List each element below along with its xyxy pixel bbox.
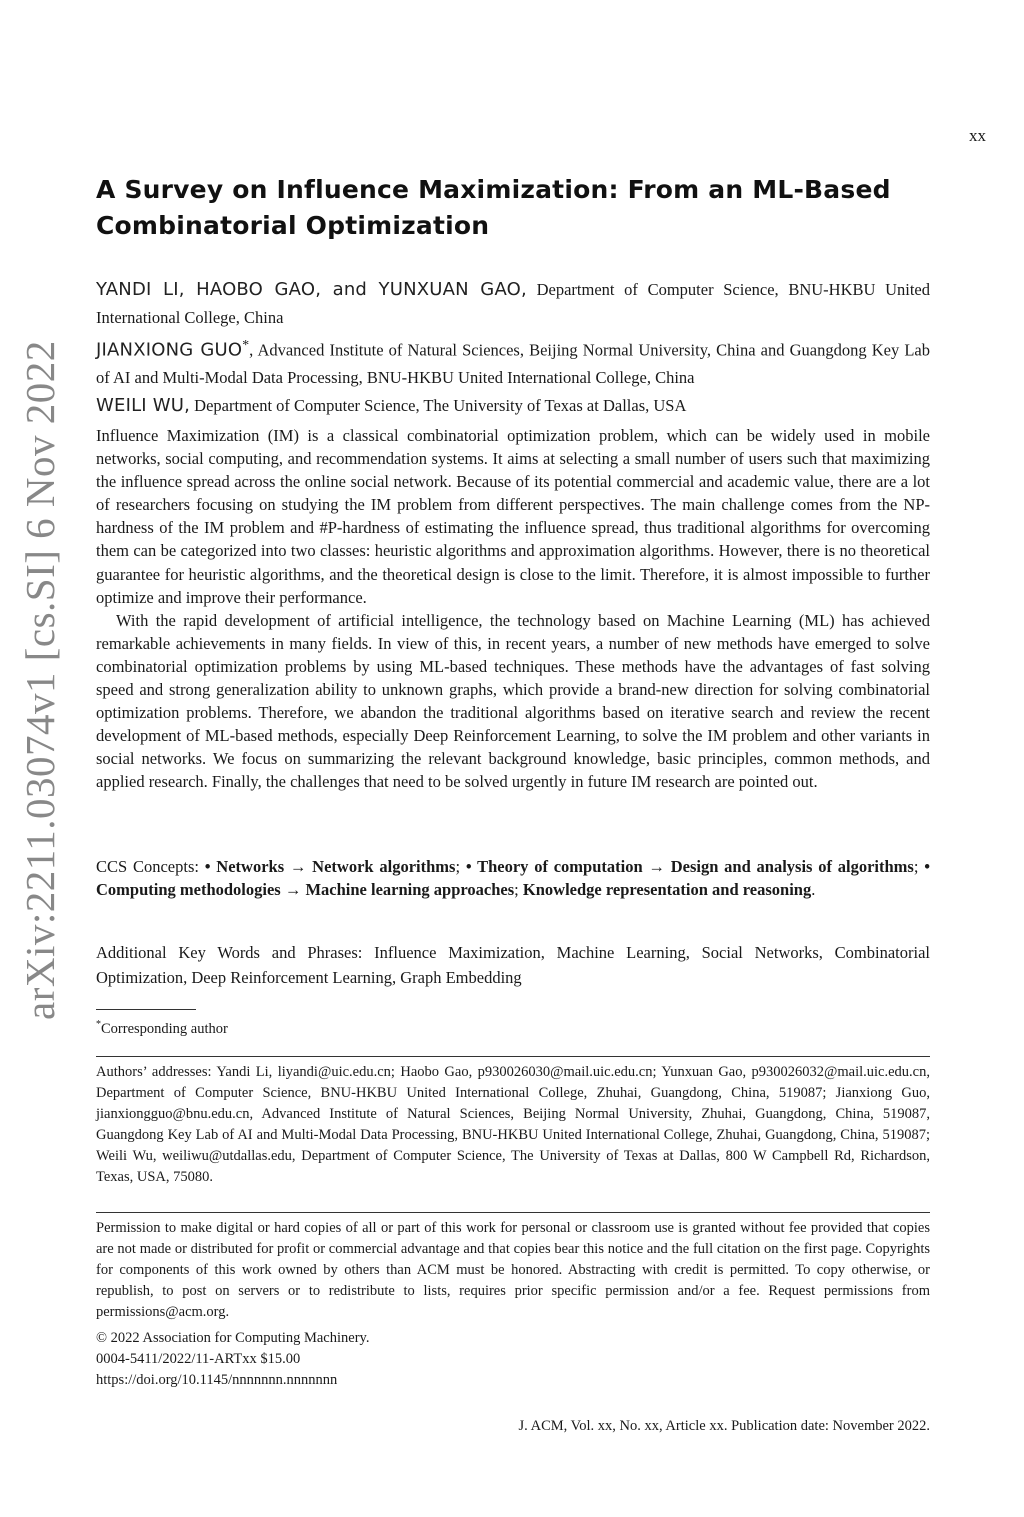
keywords: Additional Key Words and Phrases: Influence Maximization, Machine Learning, Social Networks, Combinatorial Optimization, Deep Reinforcement Learning, Graph Embedding xyxy=(96,943,930,988)
author-affiliation-1: Department of Computer Science, BNU-HKBU United International College, China xyxy=(96,280,931,327)
author-affiliation-2: , Advanced Institute of Natural Sciences, Beijing Normal University, China and Guangdong Key Lab of AI and Multi-Modal Data Processing, BNU-HKBU United International College, China xyxy=(96,340,931,387)
journal-footer: J. ACM, Vol. xx, No. xx, Article xx. Publication date: November 2022. xyxy=(518,1418,930,1434)
author-name-3: WEILI WU, xyxy=(96,394,191,416)
permission-block xyxy=(96,1218,930,1391)
author-affiliation-3: Department of Computer Science, The University of Texas at Dallas, USA xyxy=(190,395,687,415)
ccs-separator-3: ; xyxy=(514,880,523,900)
paper-title xyxy=(96,172,930,244)
footnote xyxy=(96,1015,930,1039)
footnote-rule xyxy=(96,1009,196,1010)
author-names-1: YANDI LI, HAOBO GAO, and YUNXUAN GAO, xyxy=(96,279,527,300)
title-line-2: Combinatorial Optimization xyxy=(96,211,490,240)
footnote-mark: * xyxy=(96,1019,101,1030)
author-addresses: Authors’ addresses: Yandi Li, liyandi@uic.edu.cn; Haobo Gao, p930026030@mail.uic.edu.cn; Yunxuan Gao, p930026032@mail.uic.edu.cn, Department of Computer Science, BNU-HKBU United International College, Zhuhai, Guangdong, China, 519087; Jianxiong Guo, jianxiongguo@bnu.edu.cn, Advanced Institute of Natural Sciences, Beijing Normal University, Zhuhai, Guangdong, China, 519087, Guangdong Key Lab of AI and Multi-Modal Data Processing, BNU-HKBU United International College, Zhuhai, Guangdong, China, 519087; Weili Wu, weiliwu@utdallas.edu, Department of Computer Science, The University of Texas at Dallas, 800 W Campbell Rd, Richardson, Texas, USA, 75080. xyxy=(96,1064,930,1185)
ccs-separator-2: ; xyxy=(913,857,925,876)
ccs-concept-1: • Networks → Network algorithms xyxy=(204,857,456,876)
addresses-rule xyxy=(96,1056,930,1057)
author-group-2 xyxy=(96,331,930,392)
abstract-paragraph-1: Influence Maximization (IM) is a classical combinatorial optimization problem, which can be widely used in mobile networks, social computing, and recommendation systems. It aims at selecting a small number of users such that maximizing the influence spread across the online social network. Because of its potential commercial and academic value, there are a lot of researchers focusing on studying the IM problem from different perspectives. The main challenge comes from the NP-hardness of the IM problem and #P-hardness of estimating the influence spread, thus traditional algorithms for overcoming them can be categorized into two classes: heuristic algorithms and approximation algorithms. However, there is no theoretical guarantee for heuristic algorithms, and the theoretical design is close to the limit. Therefore, it is almost impossible to further optimize and improve their performance. xyxy=(96,426,930,607)
page-number: xx xyxy=(969,126,986,145)
corresponding-mark: * xyxy=(242,337,250,352)
author-group-1 xyxy=(96,276,930,331)
ccs-concept-4: Knowledge representation and reasoning xyxy=(522,880,812,900)
ccs-separator-1: ; xyxy=(455,857,466,876)
permission-text: Permission to make digital or hard copies of all or part of this work for personal or classroom use is granted without fee provided that copies are not made or distributed for profit or commercial advantage and that copies bear this notice and the full citation on the first page. Copyrights for components of this work owned by others than ACM must be honored. Abstracting with credit is permitted. To copy otherwise, or republish, to post on servers or to redistribute to lists, requires prior specific permission and/or a fee. Request permissions from permissions@acm.org. xyxy=(96,1220,930,1320)
permission-rule xyxy=(96,1212,930,1213)
issn-price: 0004-5411/2022/11-ARTxx $15.00 xyxy=(96,1351,301,1367)
title-line-1: A Survey on Influence Maximization: From an ML-Based xyxy=(96,175,891,204)
ccs-end: . xyxy=(811,880,816,900)
author-block xyxy=(96,276,930,419)
author-group-3 xyxy=(96,392,930,420)
arxiv-stamp: arXiv:2211.03074v1 [cs.SI] 6 Nov 2022 xyxy=(17,340,63,1020)
ccs-concept-2: • Theory of computation → Design and analysis of algorithms xyxy=(465,857,914,876)
ccs-concept-3: • Computing methodologies → Machine learning approaches xyxy=(96,857,931,900)
abstract-paragraph-2: With the rapid development of artificial intelligence, the technology based on Machine Learning (ML) has achieved remarkable achievements in many fields. In view of this, in recent years, a number of new methods have emerged to solve combinatorial optimization problems by using ML-based techniques. These methods have the advantages of fast solving speed and strong generalization ability to unknown graphs, which provide a brand-new direction for solving combinatorial optimization problems. Therefore, we abandon the traditional algorithms based on iterative search and review the recent development of ML-based methods, especially Deep Reinforcement Learning, to solve the IM problem and other variants in social networks. We focus on summarizing the relevant background knowledge, basic principles, common methods, and applied research. Finally, the challenges that need to be solved urgently in future IM research are pointed out. xyxy=(96,610,930,792)
abstract xyxy=(96,424,930,794)
ccs-label: CCS Concepts: xyxy=(96,857,205,876)
copyright: © 2022 Association for Computing Machinery. xyxy=(96,1330,370,1346)
ccs-concepts xyxy=(96,855,930,901)
author-name-2: JIANXIONG GUO xyxy=(96,339,243,361)
footnote-text: Corresponding author xyxy=(101,1020,228,1037)
doi-link[interactable]: https://doi.org/10.1145/nnnnnnn.nnnnnnn xyxy=(96,1372,338,1388)
